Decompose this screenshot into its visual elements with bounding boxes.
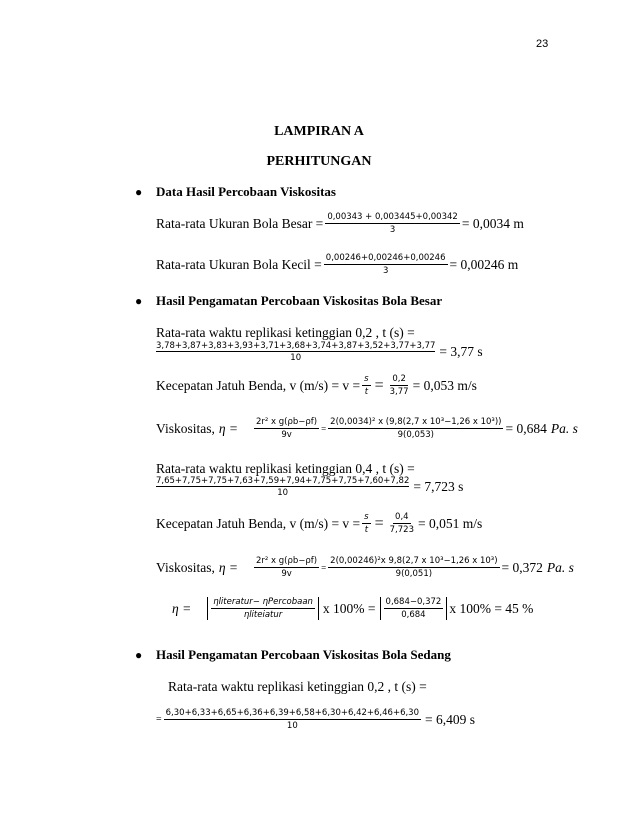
fraction-viskositas-1: [328, 417, 503, 440]
fraction-formula: [254, 417, 319, 440]
row-viskositas-1: [156, 417, 578, 440]
fraction-kecepatan-1: [388, 374, 411, 397]
fraction-s-t: [362, 512, 370, 535]
fraction-bola-besar: [325, 212, 460, 235]
denominator: 0,684: [401, 610, 426, 620]
denominator: 9v: [281, 430, 292, 440]
equals: =: [156, 714, 162, 725]
label-waktu-sedang: Rata-rata waktu replikasi ketinggian 0,2 , t (s) =: [168, 679, 427, 694]
row-error: [172, 597, 533, 620]
bullet-1: ●: [135, 185, 143, 199]
eta-symbol: η =: [218, 420, 239, 436]
bullet-2: ●: [135, 294, 143, 308]
error-mid: x 100% =: [322, 600, 376, 616]
fraction-waktu-02: [156, 341, 435, 363]
absolute-value-formula: [207, 597, 319, 620]
numerator: 0,684−0,372: [385, 597, 442, 607]
equals: =: [374, 376, 384, 394]
numerator: 7,65+7,75+7,75+7,63+7,59+7,94+7,75+7,75+7,60+7,82: [156, 476, 410, 486]
label-bola-kecil: Rata-rata Ukuran Bola Kecil =: [156, 256, 322, 272]
row-kecepatan-1: [156, 374, 477, 397]
row-bola-kecil: [156, 253, 518, 276]
result-waktu-04: = 7,723 s: [413, 479, 464, 494]
result-viskositas-2: = 0,372: [501, 559, 543, 575]
label-bola-besar: Rata-rata Ukuran Bola Besar =: [156, 215, 324, 231]
denominator: 9v: [281, 569, 292, 579]
numerator: 2r² x g(ρb−ρf): [256, 417, 318, 427]
numerator: 0,00343 + 0,003445+0,00342: [327, 212, 458, 222]
denominator: 10: [290, 353, 302, 363]
denominator: 9(0,051): [395, 569, 433, 579]
result-bola-besar: = 0,0034 m: [461, 215, 524, 231]
row-waktu-sedang: [156, 708, 475, 731]
section-title-besar: Hasil Pengamatan Percobaan Viskositas Bola Besar: [156, 293, 443, 308]
row-waktu-02: [156, 341, 483, 363]
numerator: 2(0,0034)² x (9,8(2,7 x 10³−1,26 x 10³)): [330, 417, 502, 427]
bullet-3: ●: [135, 648, 143, 662]
eta-symbol: η =: [172, 600, 192, 616]
heading-perhitungan: PERHITUNGAN: [266, 154, 372, 169]
label-kecepatan-1: Kecepatan Jatuh Benda, v (m/s) = v =: [156, 377, 361, 393]
fraction-s-t: [362, 374, 370, 397]
section-title-sedang: Hasil Pengamatan Percobaan Viskositas Bola Sedang: [156, 647, 451, 662]
numerator: 2(0,00246)²x 9,8(2,7 x 10³−1,26 x 10³): [330, 556, 498, 566]
absolute-value-values: [380, 597, 448, 620]
denominator: t: [364, 387, 369, 397]
fraction-error-values: [384, 597, 444, 620]
numerator: 3,78+3,87+3,83+3,93+3,71+3,68+3,74+3,87+3,52+3,77+3,77: [156, 341, 436, 351]
label-viskositas-1: Viskositas,: [156, 420, 215, 436]
equals: =: [374, 514, 384, 532]
numerator: s: [364, 512, 369, 522]
fraction-bola-kecil: [324, 253, 448, 276]
unit-viskositas-1: Pa. s: [550, 420, 578, 436]
numerator: ηliteratur− ηPercobaan: [213, 597, 313, 607]
denominator: 3: [382, 266, 389, 276]
fraction-viskositas-2: [328, 556, 499, 579]
denominator: ηliteiatur: [243, 610, 283, 620]
row-kecepatan-2: [156, 512, 482, 535]
result-bola-kecil: = 0,00246 m: [449, 256, 519, 272]
label-waktu-04: Rata-rata waktu replikasi ketinggian 0,4 , t (s) =: [156, 461, 415, 476]
fraction-error-formula: [211, 597, 315, 620]
numerator: 0,4: [395, 512, 409, 522]
result-kecepatan-1: = 0,053 m/s: [412, 377, 477, 393]
denominator: 3: [389, 225, 396, 235]
numerator: 0,2: [392, 374, 406, 384]
page-number: 23: [536, 38, 549, 50]
label-kecepatan-2: Kecepatan Jatuh Benda, v (m/s) = v =: [156, 515, 361, 531]
result-kecepatan-2: = 0,051 m/s: [417, 515, 483, 531]
denominator: 7,723: [389, 525, 414, 535]
row-waktu-04: [156, 476, 463, 498]
fraction-formula: [254, 556, 319, 579]
denominator: 9(0,053): [397, 430, 434, 440]
row-bola-besar: [156, 212, 524, 235]
label-viskositas-2: Viskositas,: [156, 559, 215, 575]
result-error: x 100% = 45 %: [449, 600, 534, 616]
fraction-waktu-04: [156, 476, 409, 498]
heading-lampiran: LAMPIRAN A: [274, 124, 364, 139]
equals: =: [321, 562, 327, 573]
numerator: s: [364, 374, 369, 384]
section-title-data: Data Hasil Percobaan Viskositas: [156, 184, 336, 199]
numerator: 2r² x g(ρb−ρf): [256, 556, 318, 566]
label-waktu-02: Rata-rata waktu replikasi ketinggian 0,2 , t (s) =: [156, 325, 415, 340]
numerator: 6,30+6,33+6,65+6,36+6,39+6,58+6,30+6,42+6,46+6,30: [165, 708, 419, 718]
result-waktu-sedang: = 6,409 s: [425, 711, 475, 727]
unit-viskositas-2: Pa. s: [546, 559, 574, 575]
denominator: 3,77: [389, 387, 409, 397]
result-waktu-02: = 3,77 s: [439, 344, 483, 359]
result-viskositas-1: = 0,684: [505, 420, 547, 436]
row-viskositas-2: [156, 556, 574, 579]
denominator: 10: [277, 488, 289, 498]
denominator: t: [364, 525, 369, 535]
denominator: 10: [286, 721, 298, 731]
numerator: 0,00246+0,00246+0,00246: [325, 253, 446, 263]
fraction-waktu-sedang: [164, 708, 421, 731]
equals: =: [321, 423, 327, 434]
fraction-kecepatan-2: [388, 512, 416, 535]
eta-symbol: η =: [218, 559, 239, 575]
